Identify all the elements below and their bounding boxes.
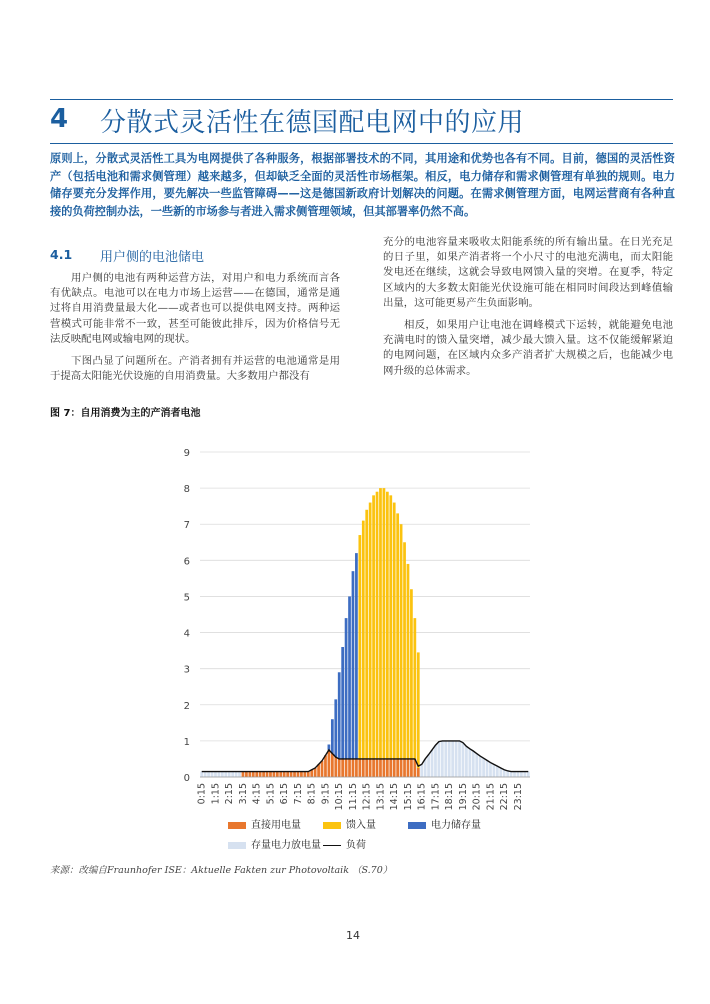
bar-charge: [348, 596, 351, 759]
bar-direct: [293, 772, 296, 777]
bar-discharge: [228, 772, 231, 777]
bar-discharge: [513, 772, 516, 777]
bar-feed-in: [403, 542, 406, 759]
bar-direct: [300, 772, 303, 777]
legend-swatch: [228, 842, 246, 849]
paragraph: 充分的电池容量来吸收太阳能系统的所有输出量。在日光充足的日子里，如果产消者将一个小尺寸的电池充满电，而太阳能发电还在继续，这就会导致电网馈入量的突增。在夏季，特定区域内的大多数太阳能光伏设施可能在相同时间段达到峰值输出量，这可能更易产生负面影响。: [383, 236, 673, 309]
bar-direct: [341, 759, 344, 777]
x-tick-label: 13:15: [375, 783, 387, 811]
bar-charge: [338, 672, 341, 759]
y-tick-label: 3: [183, 664, 190, 676]
bar-direct: [376, 759, 379, 777]
bar-feed-in: [407, 564, 410, 759]
bar-direct: [362, 759, 365, 777]
bar-direct: [334, 757, 337, 777]
bar-discharge: [496, 766, 499, 777]
y-tick-label: 4: [183, 628, 190, 640]
bar-direct: [400, 759, 403, 777]
bar-direct: [393, 759, 396, 777]
bar-discharge: [444, 741, 447, 777]
bar-charge: [341, 647, 344, 759]
bar-direct: [279, 772, 282, 777]
bar-direct: [383, 759, 386, 777]
bar-discharge: [472, 751, 475, 777]
bar-feed-in: [389, 495, 392, 759]
bar-direct: [248, 772, 251, 777]
bar-discharge: [520, 772, 523, 777]
bar-discharge: [448, 741, 451, 777]
bar-direct: [276, 772, 279, 777]
section-number: 4: [50, 104, 69, 134]
section-title: 分散式灵活性在德国配电网中的应用: [100, 108, 525, 138]
bar-direct: [369, 759, 372, 777]
bar-discharge: [493, 764, 496, 777]
bar-feed-in: [383, 488, 386, 759]
bar-discharge: [499, 768, 502, 777]
bar-discharge: [503, 770, 506, 777]
x-tick-label: 3:15: [237, 783, 249, 805]
bar-discharge: [468, 749, 471, 777]
bar-charge: [331, 719, 334, 753]
y-tick-label: 0: [183, 773, 190, 784]
paragraph: 下图凸显了问题所在。产消者拥有并运营的电池通常是用于提高太阳能光伏设施的自用消费量。大多数用户都没有: [50, 355, 340, 383]
left-column: [50, 271, 340, 391]
bar-direct: [259, 772, 262, 777]
top-rule: [50, 99, 673, 100]
legend-item-direct: [228, 816, 301, 831]
right-column: [383, 235, 673, 386]
legend-label: 存量电力放电量: [251, 840, 321, 851]
bar-discharge: [527, 772, 530, 777]
bar-direct: [290, 772, 293, 777]
bar-feed-in: [379, 488, 382, 759]
figure-source: 来源：改编自Fraunhofer ISE：Aktuelle Fakten zur Photovoltaik （S.70）: [50, 865, 393, 876]
y-tick-label: 6: [183, 556, 190, 568]
legend-item-charge: [408, 816, 481, 831]
bar-discharge: [451, 741, 454, 777]
x-tick-label: 11:15: [347, 783, 359, 811]
bar-discharge: [427, 755, 430, 777]
x-tick-label: 7:15: [292, 783, 304, 805]
bar-discharge: [465, 746, 468, 777]
x-tick-label: 9:15: [320, 783, 332, 805]
x-tick-label: 16:15: [416, 783, 428, 811]
bar-feed-in: [396, 513, 399, 759]
bar-direct: [307, 772, 310, 777]
bar-direct: [348, 759, 351, 777]
bar-direct: [389, 759, 392, 777]
y-tick-label: 2: [183, 700, 190, 712]
bar-discharge: [434, 745, 437, 777]
bar-direct: [410, 759, 413, 777]
legend-label: 直接用电量: [251, 820, 301, 831]
bar-feed-in: [376, 492, 379, 759]
figure-caption: 图 7：自用消费为主的产消者电池: [50, 408, 201, 419]
bar-direct: [273, 772, 276, 777]
bar-direct: [345, 759, 348, 777]
x-tick-label: 23:15: [512, 783, 524, 811]
intro-rule: [50, 143, 673, 144]
bar-discharge: [475, 754, 478, 777]
bar-direct: [379, 759, 382, 777]
bar-direct: [407, 759, 410, 777]
legend-swatch: [323, 822, 341, 829]
bar-direct: [331, 754, 334, 777]
x-tick-label: 6:15: [279, 783, 291, 805]
bar-discharge: [207, 772, 210, 777]
subsection-number: 4.1: [50, 247, 73, 262]
legend-swatch: [323, 845, 341, 846]
bar-direct: [358, 759, 361, 777]
bar-direct: [283, 772, 286, 777]
bar-feed-in: [365, 510, 368, 759]
bar-direct: [262, 772, 265, 777]
bar-discharge: [420, 764, 423, 777]
x-tick-label: 0:15: [196, 783, 208, 805]
legend-swatch: [408, 822, 426, 829]
bar-feed-in: [386, 492, 389, 759]
x-tick-label: 12:15: [361, 783, 373, 811]
bar-direct: [321, 761, 324, 777]
page-number: 14: [346, 929, 360, 942]
legend-label: 负荷: [346, 840, 366, 851]
bar-feed-in: [413, 618, 416, 759]
bar-discharge: [489, 763, 492, 777]
bar-feed-in: [417, 652, 420, 768]
stacked-bar-chart: [160, 438, 540, 818]
x-tick-label: 18:15: [444, 783, 456, 811]
bar-direct: [314, 768, 317, 777]
bar-discharge: [455, 741, 458, 777]
bar-charge: [352, 571, 355, 759]
legend-item-discharge: [228, 836, 321, 851]
bar-direct: [252, 772, 255, 777]
bar-feed-in: [372, 495, 375, 759]
bar-discharge: [224, 772, 227, 777]
bar-discharge: [482, 758, 485, 777]
section-intro: 原则上，分散式灵活性工具为电网提供了各种服务，根据部署技术的不同，其用途和优势也各有不同。目前，德国的灵活性资产（包括电池和需求侧管理）越来越多，但却缺乏全面的灵活性市场框架。相反，电力储存和需求侧管理有单独的规则。电力储存要充分发挥作用，要先解决一些监管障碍——这是德国新政府计划解决的问题。在需求侧管理方面，电网运营商有各种直接的负荷控制办法，一些新的市场参与者进入需求侧管理领域，但其部署率仍然不高。: [50, 152, 675, 218]
bar-charge: [345, 618, 348, 759]
bar-discharge: [458, 741, 461, 777]
y-tick-label: 5: [183, 592, 190, 604]
bar-direct: [365, 759, 368, 777]
legend-item-load: [323, 836, 366, 851]
x-tick-label: 22:15: [499, 783, 511, 811]
y-tick-label: 8: [183, 484, 190, 496]
paragraph: 用户侧的电池有两种运营方法，对用户和电力系统而言各有优缺点。电池可以在电力市场上运营——在德国，通常是通过将自用消费量最大化——或者也可以提供电网支持。两种运营模式可能非常不一致，甚至可能彼此排斥，因为价格信号无法反映配电网或输电网的现状。: [50, 272, 340, 345]
bar-direct: [269, 772, 272, 777]
bar-discharge: [231, 772, 234, 777]
bar-feed-in: [410, 589, 413, 759]
x-tick-label: 1:15: [210, 783, 222, 805]
legend-item-feed-in: [323, 816, 376, 831]
bar-direct: [297, 772, 300, 777]
bar-feed-in: [362, 521, 365, 759]
bar-discharge: [221, 772, 224, 777]
bar-feed-in: [400, 524, 403, 759]
x-tick-label: 20:15: [471, 783, 483, 811]
bar-direct: [355, 759, 358, 777]
bar-direct: [266, 772, 269, 777]
x-tick-label: 15:15: [402, 783, 414, 811]
bar-discharge: [510, 772, 513, 777]
x-tick-label: 2:15: [224, 783, 236, 805]
legend-swatch: [228, 822, 246, 829]
bar-feed-in: [358, 535, 361, 759]
x-tick-label: 10:15: [334, 783, 346, 811]
bar-direct: [403, 759, 406, 777]
x-tick-label: 4:15: [251, 783, 263, 805]
bar-direct: [328, 750, 331, 777]
bar-discharge: [211, 772, 214, 777]
bar-discharge: [218, 772, 221, 777]
x-tick-label: 21:15: [485, 783, 497, 811]
x-tick-label: 19:15: [457, 783, 469, 811]
bar-discharge: [438, 742, 441, 777]
bar-discharge: [486, 760, 489, 777]
legend-label: 电力储存量: [431, 820, 481, 831]
bar-discharge: [523, 772, 526, 777]
bar-direct: [372, 759, 375, 777]
bar-discharge: [214, 772, 217, 777]
x-tick-label: 8:15: [306, 783, 318, 805]
x-tick-label: 14:15: [389, 783, 401, 811]
bar-direct: [255, 772, 258, 777]
bar-discharge: [235, 772, 238, 777]
legend-label: 馈入量: [346, 820, 376, 831]
paragraph: 相反，如果用户让电池在调峰模式下运转，就能避免电池充满电时的馈入量突增，减少最大馈入量。这不仅能缓解紧迫的电网问题，在区域内众多产消者扩大规模之后，也能减少电网升级的总体需求。: [383, 319, 673, 377]
bar-discharge: [479, 756, 482, 777]
bar-direct: [324, 755, 327, 777]
bar-feed-in: [393, 503, 396, 759]
bar-discharge: [441, 741, 444, 777]
bar-direct: [303, 772, 306, 777]
bar-discharge: [517, 772, 520, 777]
x-tick-label: 17:15: [430, 783, 442, 811]
x-tick-label: 5:15: [265, 783, 277, 805]
y-tick-label: 9: [183, 448, 190, 459]
bar-direct: [338, 759, 341, 777]
y-tick-label: 7: [183, 520, 190, 532]
bar-feed-in: [369, 503, 372, 759]
bar-discharge: [200, 772, 203, 777]
bar-direct: [417, 768, 420, 777]
subsection-title: 用户侧的电池储电: [100, 250, 205, 265]
bar-direct: [242, 772, 245, 777]
bar-direct: [286, 772, 289, 777]
bar-discharge: [431, 750, 434, 777]
bar-discharge: [204, 772, 207, 777]
bar-direct: [386, 759, 389, 777]
bar-discharge: [506, 771, 509, 777]
bar-discharge: [462, 743, 465, 777]
bar-charge: [355, 553, 358, 759]
bar-discharge: [238, 772, 241, 777]
bar-direct: [245, 772, 248, 777]
bar-direct: [396, 759, 399, 777]
y-tick-label: 1: [183, 736, 190, 748]
bar-direct: [352, 759, 355, 777]
bar-charge: [334, 699, 337, 757]
